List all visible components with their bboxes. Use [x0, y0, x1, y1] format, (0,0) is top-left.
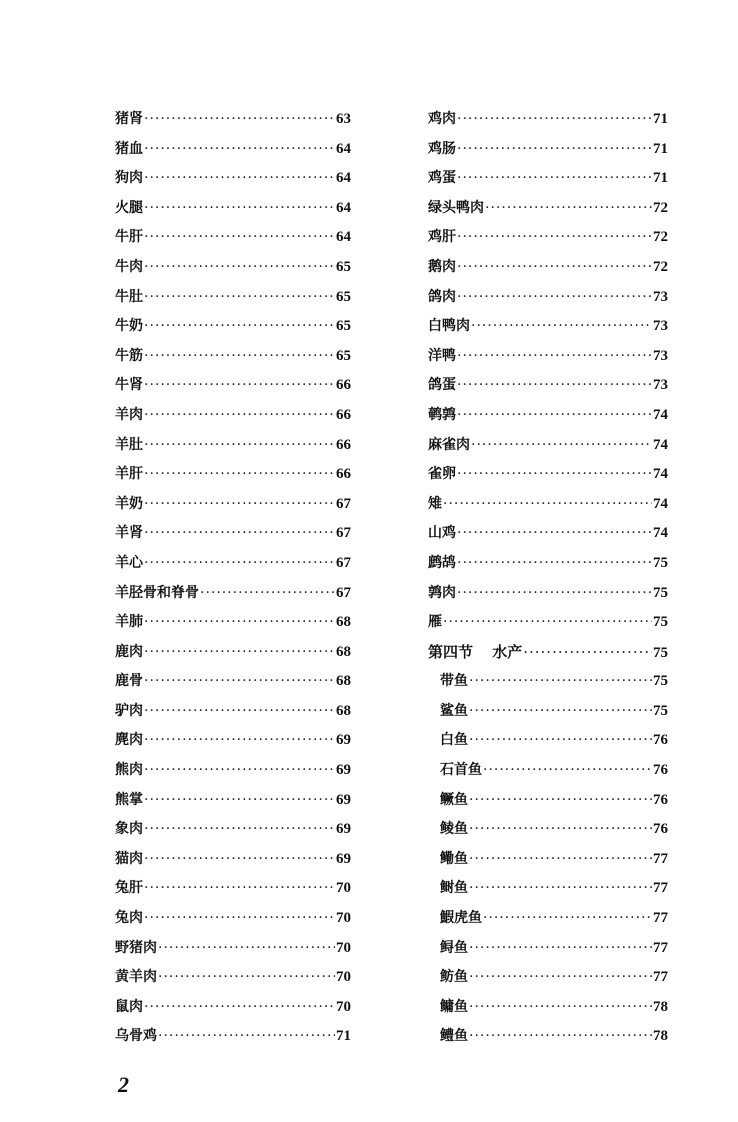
dot-leader: [457, 259, 652, 275]
entry-page: 73: [653, 318, 668, 335]
dot-leader: [469, 792, 652, 808]
toc-entry: [428, 345, 668, 375]
dot-leader: [457, 289, 652, 305]
dot-leader: [144, 762, 335, 778]
entry-page: 76: [653, 821, 668, 838]
entry-title: 鲂鱼: [440, 969, 468, 986]
entry-page: 68: [336, 673, 351, 690]
dot-leader: [144, 821, 335, 837]
toc-entry: [115, 670, 351, 700]
entry-title: 石首鱼: [440, 762, 482, 779]
entry-title: 羊心: [115, 554, 143, 571]
entry-page: 71: [653, 170, 668, 187]
entry-title: 熊掌: [115, 791, 143, 808]
toc-entry: [115, 611, 351, 641]
toc-entry: [115, 966, 351, 996]
dot-leader: [144, 259, 335, 275]
entry-title: 雉: [428, 495, 442, 512]
entry-title: 麂肉: [115, 732, 143, 749]
entry-title: 鲨鱼: [440, 702, 468, 719]
entry-title: 鲟鱼: [440, 939, 468, 956]
entry-page: 67: [336, 554, 351, 571]
toc-entry: [115, 226, 351, 256]
entry-title: 牛筋: [115, 347, 143, 364]
entry-page: 73: [653, 347, 668, 364]
toc-entry: [115, 818, 351, 848]
dot-leader: [483, 762, 652, 778]
entry-page: 70: [336, 939, 351, 956]
dot-leader: [158, 969, 335, 985]
dot-leader: [144, 703, 335, 719]
entry-page: 76: [653, 732, 668, 749]
entry-page: 71: [653, 111, 668, 127]
dot-leader: [144, 999, 335, 1015]
toc-entry: [428, 374, 668, 404]
toc-entry: [115, 877, 351, 907]
entry-page: 72: [653, 258, 668, 275]
dot-leader: [469, 940, 652, 956]
entry-title: 绿头鸭肉: [428, 199, 484, 216]
entry-title: 象肉: [115, 821, 143, 838]
entry-page: 64: [336, 229, 351, 246]
entry-page: 75: [653, 584, 668, 601]
entry-title: 雁: [428, 614, 442, 631]
entry-page: 77: [653, 939, 668, 956]
entry-page: 63: [336, 111, 351, 127]
dot-leader: [457, 407, 652, 423]
dot-leader: [144, 555, 335, 571]
entry-page: 66: [336, 377, 351, 394]
entry-title: 鸡肝: [428, 229, 456, 246]
dot-leader: [485, 200, 652, 216]
entry-title: 兔肝: [115, 880, 143, 897]
toc-entry: [428, 966, 668, 996]
dot-leader: [469, 821, 652, 837]
toc-entry: [428, 848, 668, 878]
entry-title: 鳢鱼: [440, 1028, 468, 1045]
dot-leader: [144, 644, 335, 660]
dot-leader: [144, 525, 335, 541]
entry-title: 猪血: [115, 140, 143, 157]
toc-entry: [428, 404, 668, 434]
entry-title: 鸡蛋: [428, 170, 456, 187]
toc-entry: [428, 315, 668, 345]
entry-page: 75: [653, 644, 668, 661]
entry-page: 71: [336, 1028, 351, 1045]
entry-title: 猪肾: [115, 111, 143, 127]
toc-entry: [428, 108, 668, 138]
dot-leader: [144, 614, 335, 630]
dot-leader: [469, 1028, 652, 1044]
dot-leader: [144, 377, 335, 393]
toc-entry: [428, 759, 668, 789]
entry-title: 羊胫骨和脊骨: [115, 584, 199, 601]
dot-leader: [457, 111, 652, 127]
toc-entry: [115, 641, 351, 671]
entry-page: 72: [653, 199, 668, 216]
entry-page: 76: [653, 762, 668, 779]
dot-leader: [469, 703, 652, 719]
entry-page: 77: [653, 969, 668, 986]
entry-title: 野猪肉: [115, 939, 157, 956]
entry-page: 70: [336, 998, 351, 1015]
dot-leader: [457, 229, 652, 245]
page-number: 2: [118, 1072, 129, 1097]
entry-page: 75: [653, 702, 668, 719]
entry-page: 65: [336, 318, 351, 335]
entry-title: 鹿骨: [115, 673, 143, 690]
toc-entry: [115, 552, 351, 582]
entry-title: 牛肾: [115, 377, 143, 394]
toc-entry: [428, 582, 668, 612]
toc-entry: [115, 582, 351, 612]
toc-entry: [428, 138, 668, 168]
entry-title: 猫肉: [115, 850, 143, 867]
entry-title: 鹧鸪: [428, 554, 456, 571]
entry-title: 鹿肉: [115, 643, 143, 660]
toc-entry: [428, 937, 668, 967]
toc-entry: [115, 197, 351, 227]
dot-leader: [469, 732, 652, 748]
entry-page: 68: [336, 643, 351, 660]
dot-leader: [523, 643, 652, 661]
entry-page: 66: [336, 466, 351, 483]
entry-page: 74: [653, 436, 668, 453]
toc-entry: [428, 434, 668, 464]
entry-page: 74: [653, 406, 668, 423]
dot-leader: [469, 851, 652, 867]
toc-entry: [428, 877, 668, 907]
entry-title: 鲮鱼: [440, 821, 468, 838]
toc-entry: [428, 907, 668, 937]
entry-page: 65: [336, 288, 351, 305]
entry-page: 67: [336, 495, 351, 512]
toc-right-column: [428, 108, 668, 1055]
entry-page: 73: [653, 288, 668, 305]
entry-title: 鹅肉: [428, 258, 456, 275]
toc-entry: [115, 522, 351, 552]
toc-entry: [115, 848, 351, 878]
toc-entry: [115, 138, 351, 168]
entry-title: 牛肉: [115, 258, 143, 275]
entry-title: 兔肉: [115, 910, 143, 927]
toc-entry: [428, 167, 668, 197]
entry-title: 白鱼: [440, 732, 468, 749]
entry-title: 麻雀肉: [428, 436, 470, 453]
entry-page: 77: [653, 910, 668, 927]
dot-leader: [144, 437, 335, 453]
toc-entry: [428, 226, 668, 256]
toc-entry: [115, 729, 351, 759]
entry-title: 带鱼: [440, 673, 468, 690]
dot-leader: [457, 348, 652, 364]
toc-entry: [428, 493, 668, 523]
dot-leader: [457, 170, 652, 186]
entry-title: 鳜鱼: [440, 791, 468, 808]
entry-page: 72: [653, 229, 668, 246]
entry-title: 羊奶: [115, 495, 143, 512]
dot-leader: [443, 614, 652, 630]
entry-page: 75: [653, 673, 668, 690]
toc-entry: [115, 404, 351, 434]
entry-title: 牛肚: [115, 288, 143, 305]
entry-page: 68: [336, 614, 351, 631]
entry-page: 69: [336, 791, 351, 808]
dot-leader: [457, 141, 652, 157]
entry-page: 64: [336, 140, 351, 157]
dot-leader: [144, 851, 335, 867]
toc-entry: [428, 552, 668, 582]
toc-entry: [115, 315, 351, 345]
toc-entry: [115, 286, 351, 316]
entry-title: 鹑肉: [428, 584, 456, 601]
toc-entry: [428, 1025, 668, 1055]
entry-page: 64: [336, 170, 351, 187]
entry-title: 白鸭肉: [428, 318, 470, 335]
toc-entry: [428, 197, 668, 227]
entry-title: 乌骨鸡: [115, 1028, 157, 1045]
toc-left-column: [115, 108, 351, 1055]
entry-page: 64: [336, 199, 351, 216]
dot-leader: [469, 673, 652, 689]
dot-leader: [457, 585, 652, 601]
entry-title: 狗肉: [115, 170, 143, 187]
toc-entry: [428, 522, 668, 552]
entry-page: 74: [653, 466, 668, 483]
toc-entry: [428, 789, 668, 819]
entry-page: 73: [653, 377, 668, 394]
entry-page: 71: [653, 140, 668, 157]
entry-title: 羊肚: [115, 436, 143, 453]
dot-leader: [144, 200, 335, 216]
entry-title: 羊肝: [115, 466, 143, 483]
entry-title: 熊肉: [115, 762, 143, 779]
toc-entry: [428, 463, 668, 493]
entry-title: 火腿: [115, 199, 143, 216]
dot-leader: [144, 732, 335, 748]
toc-entry: [115, 700, 351, 730]
dot-leader: [144, 466, 335, 482]
entry-page: 68: [336, 702, 351, 719]
entry-title: 羊肺: [115, 614, 143, 631]
toc-entry: [115, 493, 351, 523]
dot-leader: [144, 407, 335, 423]
entry-page: 65: [336, 258, 351, 275]
entry-title: 鸽肉: [428, 288, 456, 305]
toc-entry: [428, 256, 668, 286]
dot-leader: [457, 525, 652, 541]
entry-page: 66: [336, 406, 351, 423]
dot-leader: [457, 466, 652, 482]
entry-title: 羊肾: [115, 525, 143, 542]
toc-entry: [428, 729, 668, 759]
dot-leader: [457, 555, 652, 571]
entry-page: 67: [336, 525, 351, 542]
entry-title: 第四节 水产: [428, 642, 523, 661]
toc-entry: [115, 256, 351, 286]
entry-title: 牛奶: [115, 318, 143, 335]
entry-title: 鸡肠: [428, 140, 456, 157]
toc-entry: [115, 1025, 351, 1055]
toc-entry: [115, 937, 351, 967]
section-heading: [428, 641, 668, 671]
entry-title: 洋鸭: [428, 347, 456, 364]
entry-page: 75: [653, 614, 668, 631]
entry-title: 鲥鱼: [440, 880, 468, 897]
entry-title: 鰕虎鱼: [440, 910, 482, 927]
entry-page: 70: [336, 910, 351, 927]
entry-title: 鳙鱼: [440, 998, 468, 1015]
dot-leader: [144, 289, 335, 305]
dot-leader: [144, 141, 335, 157]
entry-page: 69: [336, 732, 351, 749]
dot-leader: [443, 496, 652, 512]
dot-leader: [144, 880, 335, 896]
entry-page: 69: [336, 850, 351, 867]
entry-page: 70: [336, 880, 351, 897]
entry-title: 羊肉: [115, 406, 143, 423]
entry-title: 鸡肉: [428, 111, 456, 127]
toc-entry: [428, 286, 668, 316]
toc-entry: [115, 996, 351, 1026]
toc-entry: [428, 670, 668, 700]
entry-title: 鳓鱼: [440, 850, 468, 867]
toc-entry: [115, 907, 351, 937]
entry-title: 鹌鹑: [428, 406, 456, 423]
entry-page: 74: [653, 525, 668, 542]
toc-entry: [428, 700, 668, 730]
dot-leader: [483, 910, 652, 926]
toc-entry: [115, 167, 351, 197]
entry-page: 70: [336, 969, 351, 986]
entry-page: 69: [336, 762, 351, 779]
dot-leader: [457, 377, 652, 393]
dot-leader: [469, 880, 652, 896]
toc-entry: [115, 789, 351, 819]
dot-leader: [144, 170, 335, 186]
entry-page: 78: [653, 998, 668, 1015]
toc-entry: [428, 818, 668, 848]
dot-leader: [471, 318, 652, 334]
dot-leader: [158, 940, 335, 956]
dot-leader: [144, 910, 335, 926]
toc-entry: [115, 759, 351, 789]
toc-entry: [428, 996, 668, 1026]
entry-page: 74: [653, 495, 668, 512]
toc-entry: [115, 108, 351, 138]
dot-leader: [144, 496, 335, 512]
dot-leader: [469, 999, 652, 1015]
dot-leader: [144, 792, 335, 808]
dot-leader: [158, 1028, 335, 1044]
entry-title: 雀卵: [428, 466, 456, 483]
dot-leader: [144, 229, 335, 245]
dot-leader: [144, 673, 335, 689]
entry-page: 78: [653, 1028, 668, 1045]
entry-page: 65: [336, 347, 351, 364]
entry-title: 驴肉: [115, 702, 143, 719]
entry-page: 76: [653, 791, 668, 808]
entry-title: 山鸡: [428, 525, 456, 542]
entry-page: 66: [336, 436, 351, 453]
dot-leader: [200, 585, 335, 601]
toc-entry: [115, 434, 351, 464]
dot-leader: [469, 969, 652, 985]
toc-entry: [115, 374, 351, 404]
toc-entry: [428, 611, 668, 641]
entry-title: 牛肝: [115, 229, 143, 246]
entry-page: 69: [336, 821, 351, 838]
dot-leader: [471, 437, 652, 453]
entry-page: 77: [653, 850, 668, 867]
entry-title: 鼠肉: [115, 998, 143, 1015]
entry-page: 77: [653, 880, 668, 897]
entry-title: 黄羊肉: [115, 969, 157, 986]
toc-entry: [115, 345, 351, 375]
entry-page: 67: [336, 584, 351, 601]
dot-leader: [144, 111, 335, 127]
dot-leader: [144, 348, 335, 364]
entry-page: 75: [653, 554, 668, 571]
entry-title: 鸽蛋: [428, 377, 456, 394]
dot-leader: [144, 318, 335, 334]
toc-entry: [115, 463, 351, 493]
